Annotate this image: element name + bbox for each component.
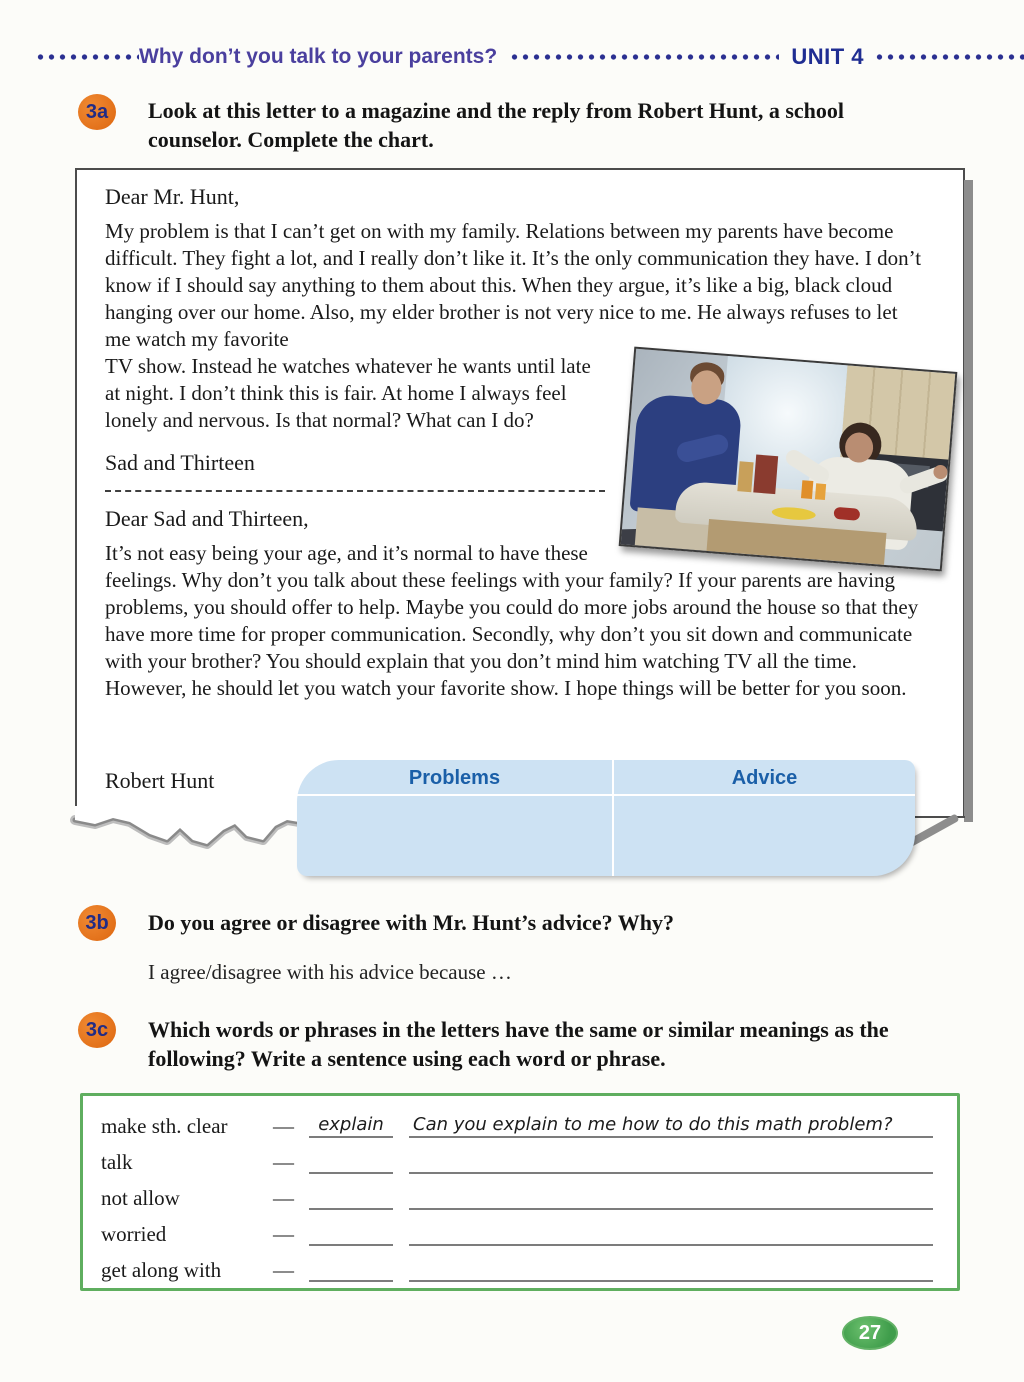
- matching-table: [80, 1093, 960, 1291]
- word-blank[interactable]: [309, 1244, 393, 1246]
- sentence-blank[interactable]: [409, 1244, 933, 1246]
- matching-label: not allow: [101, 1186, 180, 1210]
- matching-dash: —: [273, 1222, 294, 1246]
- letter-body-part1: My problem is that I can’t get on with my family. Relations between my parents have become difficult. They fight a lot, and I really don’t like it. It’s the only communication they have. I don’t know if I should say anything to them about this. When they argue, it’s like a big, black cloud hanging over our home. Also, my elder brother is not very nice to me. He always refuses to let me watch my favorite: [105, 219, 922, 351]
- word-blank[interactable]: [309, 1172, 393, 1174]
- matching-label: talk: [101, 1150, 133, 1174]
- chart-cell-advice[interactable]: [614, 796, 915, 876]
- dotted-rule: [509, 53, 779, 61]
- photo-cereal-box: [753, 454, 778, 494]
- matching-label: make sth. clear: [101, 1114, 228, 1138]
- section-3a-instruction: Look at this letter to a magazine and the reply from Robert Hunt, a school counselor. Complete the chart.: [148, 98, 845, 152]
- matching-label: worried: [101, 1222, 167, 1246]
- photo-juice-glass: [815, 483, 826, 500]
- letter-signature: Sad and Thirteen: [105, 450, 255, 475]
- section-3b-example: I agree/disagree with his advice because …: [148, 960, 512, 984]
- word-blank[interactable]: [309, 1280, 393, 1282]
- section-3c-badge: 3c: [78, 1012, 116, 1048]
- chart-header-problems: Problems: [408, 766, 501, 789]
- kitchen-argument-photo: [619, 347, 958, 572]
- photo-food-item: [833, 507, 860, 521]
- word-blank[interactable]: explain: [309, 1114, 393, 1138]
- problems-advice-chart: [297, 760, 915, 876]
- dotted-rule: [35, 53, 139, 61]
- photo-juice-glass: [801, 480, 813, 499]
- letter-divider: [105, 488, 605, 492]
- sentence-blank[interactable]: Can you explain to me how to do this math problem?: [409, 1114, 933, 1138]
- paper-shadow: [964, 180, 973, 822]
- matching-row: [101, 1148, 933, 1174]
- letter-salutation: Dear Mr. Hunt,: [105, 184, 240, 209]
- page-header: [35, 42, 1024, 72]
- matching-row: [101, 1220, 933, 1246]
- matching-row: [101, 1112, 933, 1138]
- letter-paper: [75, 168, 965, 818]
- unit-label: UNIT 4: [791, 44, 864, 69]
- dotted-rule: [874, 53, 1024, 61]
- matching-label: get along with: [101, 1258, 222, 1282]
- sentence-blank[interactable]: [409, 1172, 933, 1174]
- section-3c-instruction: Which words or phrases in the letters have the same or similar meanings as the following? Write a sentence using each word or phrase.: [148, 1017, 889, 1071]
- photo-box: [737, 461, 753, 492]
- matching-row: [101, 1256, 933, 1282]
- sentence-blank[interactable]: [409, 1208, 933, 1210]
- reply-salutation: Dear Sad and Thirteen,: [105, 506, 309, 531]
- section-3b-instruction: Do you agree or disagree with Mr. Hunt’s advice? Why?: [148, 910, 674, 935]
- matching-dash: —: [273, 1150, 294, 1174]
- chart-header-advice: Advice: [731, 766, 798, 789]
- reply-body: It’s not easy being your age, and it’s normal to have these feelings. Why don’t you talk about these feelings with your family? If your parents are having problems, you should offer to help. Maybe you could do more jobs around the house so that they have more time for proper communication. Secondly, why don’t you sit down and communicate with your brother? You should explain that you don’t mind him watching TV all the time. However, he should let you watch your favorite show. I hope things will be better for you soon.: [105, 541, 919, 700]
- section-3b-badge: 3b: [78, 905, 116, 941]
- unit-question-title: Why don’t you talk to your parents?: [139, 45, 498, 68]
- word-blank[interactable]: [309, 1208, 393, 1210]
- matching-dash: —: [273, 1258, 294, 1282]
- torn-paper-edge: [75, 806, 315, 860]
- reply-signature: Robert Hunt: [105, 768, 215, 793]
- chart-cell-problems[interactable]: [297, 796, 612, 876]
- section-3a-badge: 3a: [78, 94, 116, 130]
- matching-dash: —: [273, 1114, 294, 1138]
- matching-dash: —: [273, 1186, 294, 1210]
- page-number-badge: 27: [842, 1316, 898, 1350]
- sentence-blank[interactable]: [409, 1280, 933, 1282]
- photo-float: [626, 355, 956, 567]
- letter-body-part2: TV show. Instead he watches whatever he wants until late at night. I don’t think this is fair. At home I always feel lonely and nervous. Is that normal? What can I do?: [105, 354, 591, 432]
- matching-row: [101, 1184, 933, 1210]
